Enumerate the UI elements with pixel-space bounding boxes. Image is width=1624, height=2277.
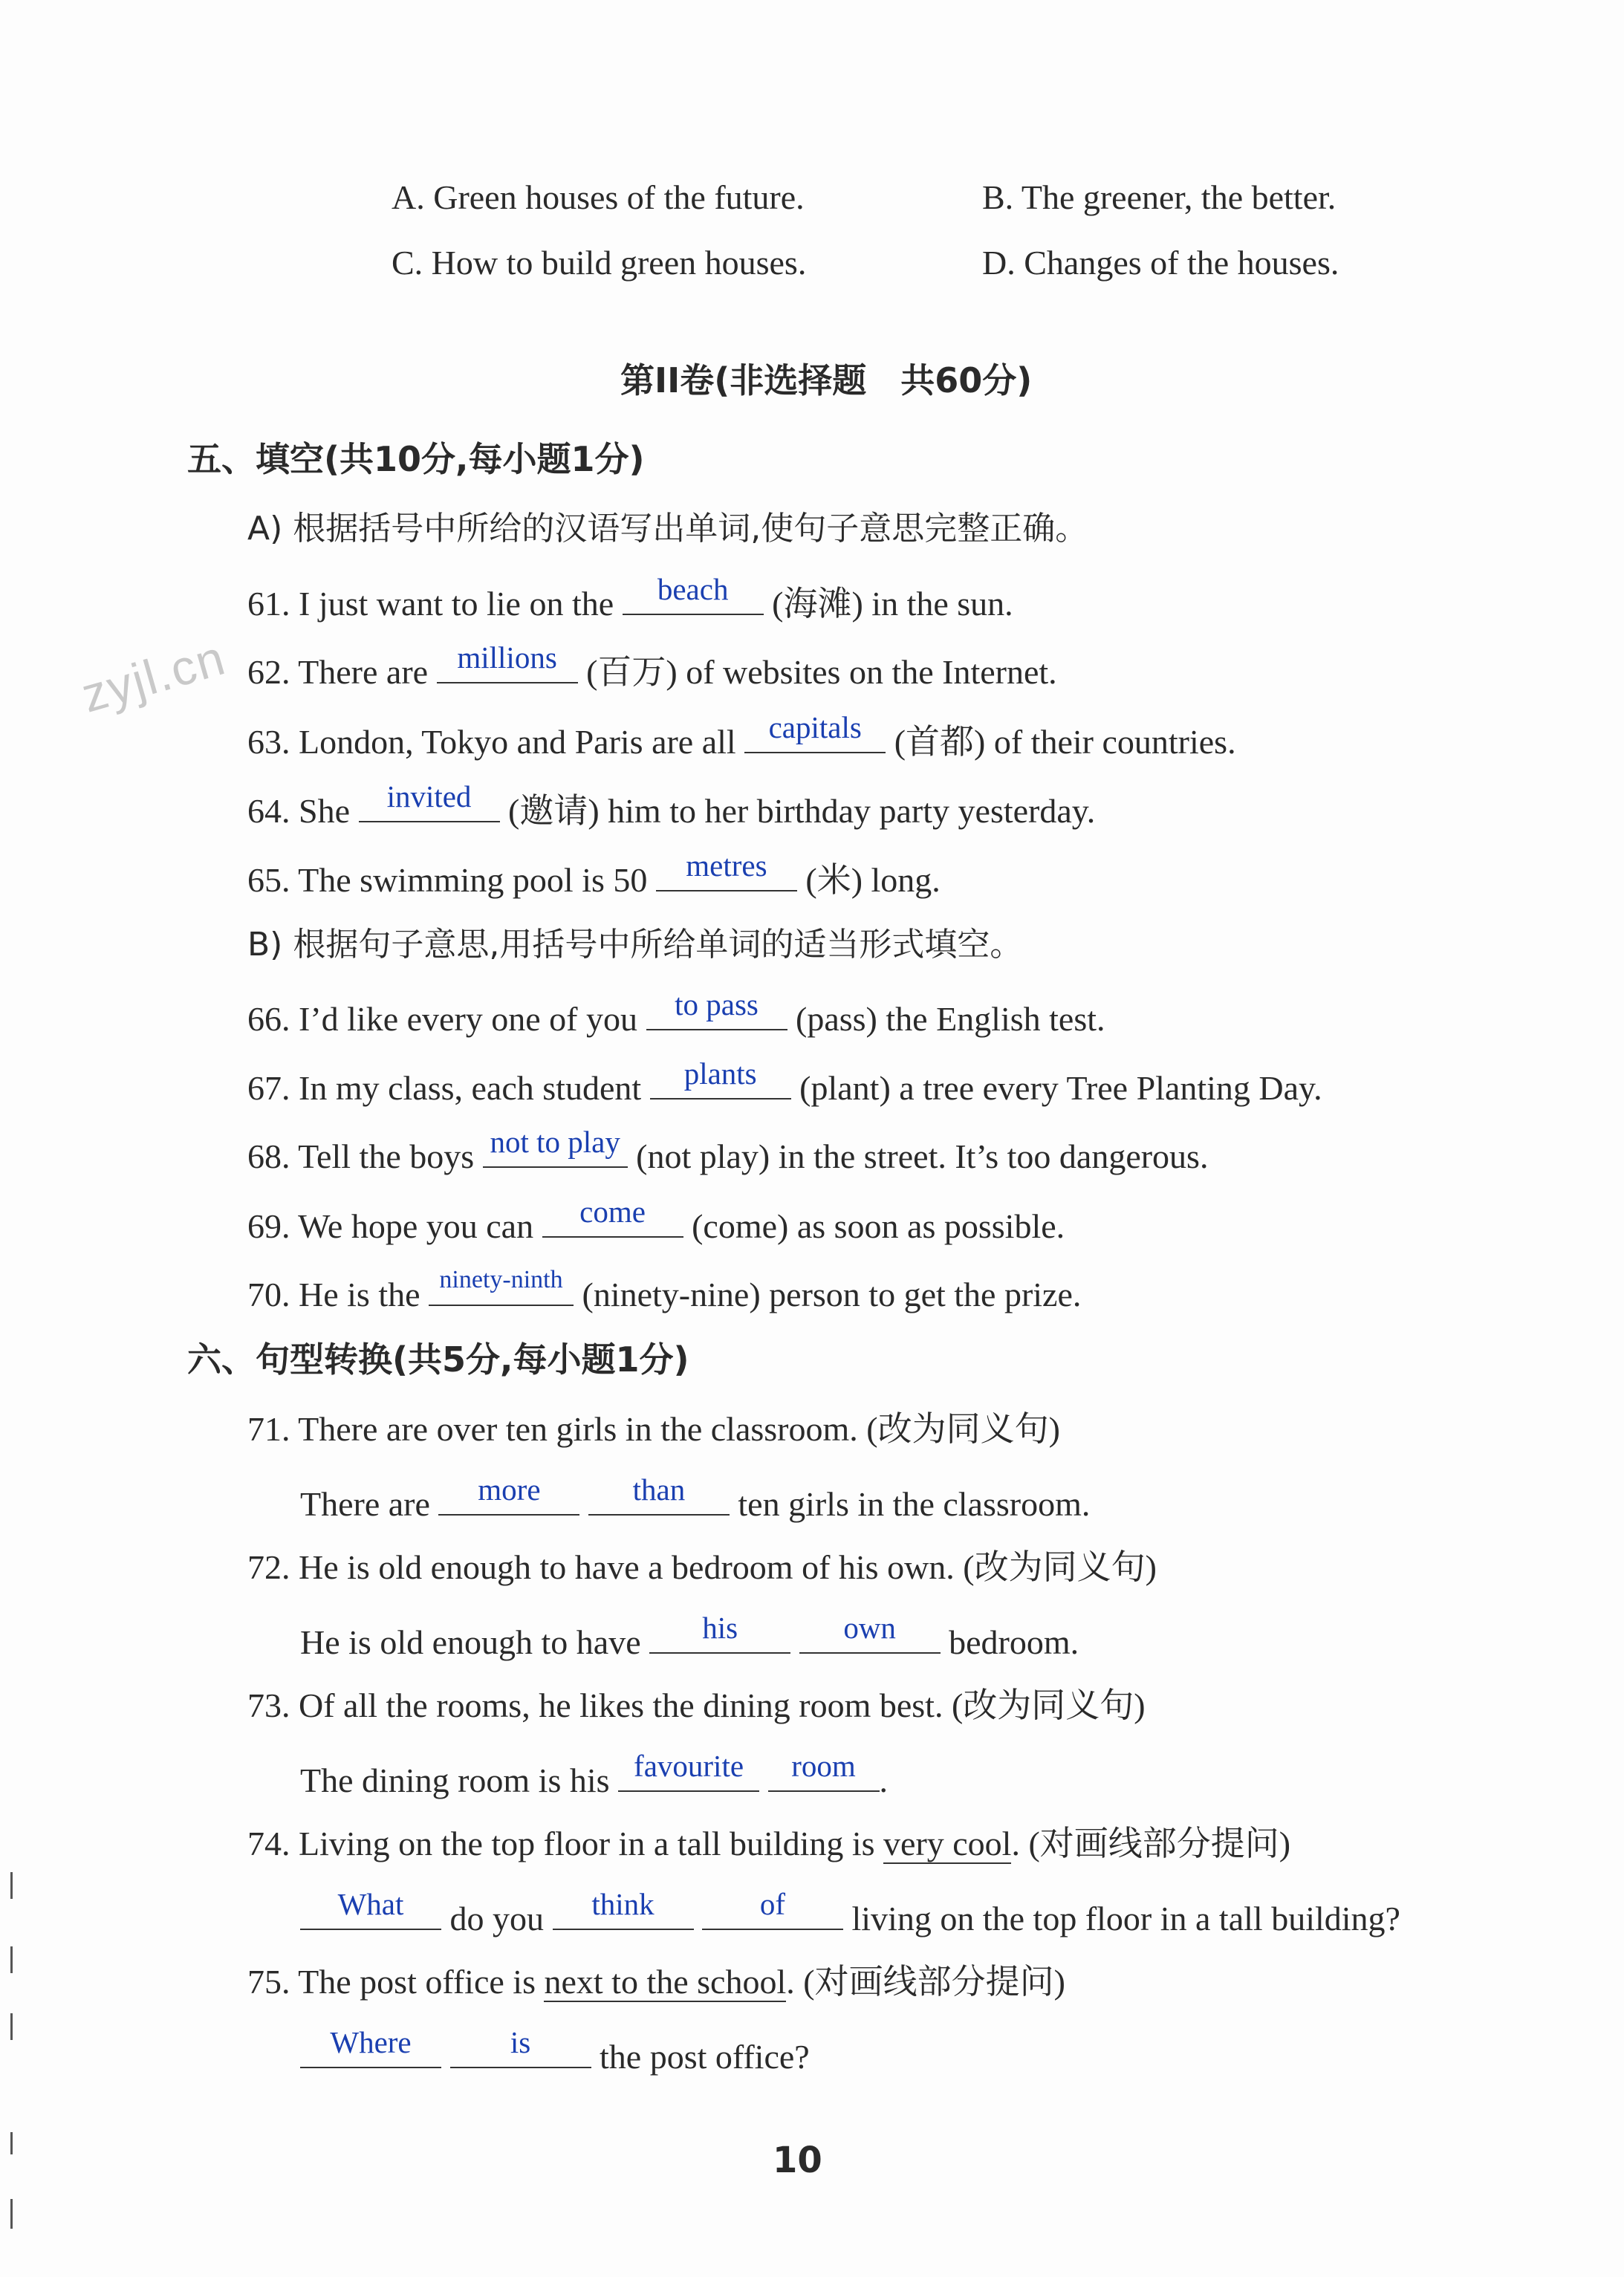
a74-text-post: living on the top floor in a tall building? bbox=[851, 1900, 1400, 1937]
q69-text-post: (come) as soon as possible. bbox=[692, 1207, 1065, 1245]
a72-blank-1 bbox=[649, 1611, 790, 1654]
option-d: D. Changes of the houses. bbox=[982, 244, 1339, 282]
a75-text-post: the post office? bbox=[600, 2038, 810, 2076]
a72-blank-2 bbox=[799, 1611, 941, 1654]
a74-answer-2: think bbox=[591, 1887, 655, 1921]
question-64 bbox=[247, 779, 1096, 834]
a75-blank-2 bbox=[450, 2025, 591, 2068]
q64-blank bbox=[359, 779, 500, 822]
a73-text: The dining room is his bbox=[300, 1761, 610, 1799]
a75-blank-1 bbox=[300, 2025, 441, 2068]
a72-text-post: bedroom. bbox=[949, 1623, 1079, 1661]
answer-75 bbox=[300, 2025, 810, 2079]
q66-text-post: (pass) the English test. bbox=[796, 1000, 1105, 1038]
question-70 bbox=[247, 1267, 1081, 1317]
a73-answer-1: favourite bbox=[634, 1749, 744, 1783]
section6-title: 六、句型转换(共5分,每小题1分) bbox=[187, 1339, 689, 1380]
q65-answer: metres bbox=[686, 848, 767, 883]
a71-answer-1: more bbox=[478, 1472, 541, 1507]
q75-underlined: next to the school bbox=[544, 1963, 787, 2001]
question-69 bbox=[247, 1195, 1065, 1249]
q61-blank bbox=[623, 572, 764, 615]
answer-73 bbox=[300, 1749, 889, 1803]
a74-answer-1: What bbox=[337, 1887, 404, 1921]
margin-mark bbox=[10, 2199, 13, 2229]
question-62 bbox=[247, 640, 1057, 695]
a75-answer-1: Where bbox=[330, 2025, 412, 2059]
a71-answer-2: than bbox=[632, 1472, 686, 1507]
q75-text: 75. The post office is bbox=[247, 1963, 536, 2001]
question-67 bbox=[247, 1056, 1322, 1111]
q66-blank bbox=[646, 987, 787, 1030]
margin-mark bbox=[10, 2013, 13, 2040]
q63-blank bbox=[744, 710, 886, 753]
section5-title: 五、填空(共10分,每小题1分) bbox=[187, 439, 645, 479]
answer-71 bbox=[300, 1472, 1091, 1527]
q67-text: 67. In my class, each student bbox=[247, 1069, 642, 1107]
q66-answer: to pass bbox=[675, 987, 759, 1021]
a73-blank-2 bbox=[768, 1749, 880, 1792]
q61-text-post: (海滩) in the sun. bbox=[772, 585, 1013, 623]
option-c: C. How to build green houses. bbox=[392, 244, 807, 282]
q65-text-post: (米) long. bbox=[805, 861, 941, 899]
q70-text: 70. He is the bbox=[247, 1276, 420, 1313]
q69-answer: come bbox=[579, 1195, 646, 1229]
q64-text-post: (邀请) him to her birthday party yesterday. bbox=[508, 792, 1096, 830]
q69-blank bbox=[542, 1195, 683, 1238]
a75-answer-2: is bbox=[510, 2025, 531, 2059]
q69-text: 69. We hope you can bbox=[247, 1207, 534, 1245]
q64-text: 64. She bbox=[247, 792, 350, 830]
q61-text: 61. I just want to lie on the bbox=[247, 585, 614, 623]
a73-text-post: . bbox=[879, 1761, 889, 1799]
a74-blank-2 bbox=[553, 1887, 694, 1930]
q67-text-post: (plant) a tree every Tree Planting Day. bbox=[799, 1069, 1322, 1107]
margin-mark bbox=[10, 1872, 13, 1899]
a72-answer-2: own bbox=[843, 1611, 896, 1645]
question-72: 72. He is old enough to have a bedroom of his own. (改为同义句) bbox=[247, 1548, 1157, 1586]
answer-74 bbox=[300, 1887, 1400, 1941]
q61-answer: beach bbox=[657, 572, 729, 606]
q66-text: 66. I’d like every one of you bbox=[247, 1000, 638, 1038]
q68-text-post: (not play) in the street. It’s too dangerous. bbox=[636, 1137, 1209, 1175]
section5-a-instruction: A) 根据括号中所给的汉语写出单词,使句子意思完整正确。 bbox=[247, 510, 1088, 548]
question-65 bbox=[247, 848, 941, 903]
question-66 bbox=[247, 987, 1105, 1042]
a73-answer-2: room bbox=[791, 1749, 856, 1783]
q65-text: 65. The swimming pool is 50 bbox=[247, 861, 648, 899]
q75-text-post: . (对画线部分提问) bbox=[786, 1963, 1065, 2001]
a72-answer-1: his bbox=[702, 1611, 738, 1645]
answer-72 bbox=[300, 1611, 1079, 1665]
a71-blank-1 bbox=[438, 1472, 579, 1516]
q64-answer: invited bbox=[386, 779, 472, 813]
a71-blank-2 bbox=[588, 1472, 730, 1516]
a71-text: There are bbox=[300, 1485, 430, 1523]
watermark: zyjl.cn bbox=[75, 629, 232, 723]
q67-answer: plants bbox=[683, 1056, 757, 1091]
a74-text-mid: do you bbox=[449, 1900, 544, 1937]
section5-b-instruction: B) 根据句子意思,用括号中所给单词的适当形式填空。 bbox=[247, 926, 1023, 964]
a74-blank-1 bbox=[300, 1887, 441, 1930]
q68-blank bbox=[483, 1125, 628, 1168]
question-71: 71. There are over ten girls in the classroom. (改为同义句) bbox=[247, 1410, 1060, 1448]
q63-text: 63. London, Tokyo and Paris are all bbox=[247, 723, 736, 761]
question-68 bbox=[247, 1125, 1209, 1179]
q68-answer: not to play bbox=[490, 1125, 620, 1159]
q70-blank bbox=[429, 1267, 574, 1306]
q68-text: 68. Tell the boys bbox=[247, 1137, 475, 1175]
q74-text: 74. Living on the top floor in a tall building is bbox=[247, 1825, 875, 1862]
q62-blank bbox=[437, 640, 578, 683]
a73-blank-1 bbox=[618, 1749, 759, 1792]
q63-text-post: (首都) of their countries. bbox=[894, 723, 1236, 761]
q62-answer: millions bbox=[457, 640, 557, 675]
q62-text-post: (百万) of websites on the Internet. bbox=[586, 653, 1057, 691]
question-75 bbox=[247, 1960, 1065, 2004]
question-73: 73. Of all the rooms, he likes the dining room best. (改为同义句) bbox=[247, 1686, 1146, 1724]
q70-text-post: (ninety-nine) person to get the prize. bbox=[582, 1276, 1082, 1313]
q62-text: 62. There are bbox=[247, 653, 429, 691]
q67-blank bbox=[650, 1056, 791, 1099]
page-number: 10 bbox=[773, 2140, 822, 2181]
a72-text: He is old enough to have bbox=[300, 1623, 641, 1661]
question-61 bbox=[247, 572, 1013, 626]
part2-title: 第II卷(非选择题 共60分) bbox=[620, 360, 1033, 400]
a74-blank-3 bbox=[702, 1887, 843, 1930]
question-74 bbox=[247, 1822, 1290, 1866]
option-b: B. The greener, the better. bbox=[982, 178, 1336, 216]
option-a: A. Green houses of the future. bbox=[392, 178, 805, 216]
q65-blank bbox=[656, 848, 797, 891]
q74-text-post: . (对画线部分提问) bbox=[1011, 1825, 1291, 1862]
a74-answer-3: of bbox=[759, 1887, 786, 1921]
margin-mark bbox=[10, 1946, 13, 1973]
q74-underlined: very cool bbox=[883, 1825, 1012, 1862]
margin-mark bbox=[10, 2132, 13, 2154]
a71-text-post: ten girls in the classroom. bbox=[738, 1485, 1091, 1523]
question-63 bbox=[247, 710, 1236, 764]
q63-answer: capitals bbox=[768, 710, 862, 744]
q70-answer: ninety-ninth bbox=[439, 1266, 563, 1293]
